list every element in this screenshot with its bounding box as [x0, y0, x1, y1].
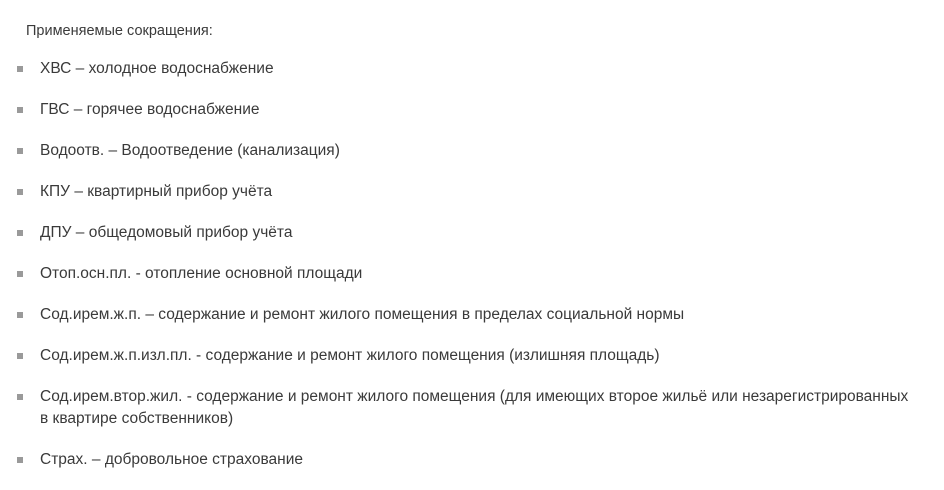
list-item — [0, 181, 944, 203]
list-item — [0, 449, 944, 471]
list-item — [0, 140, 944, 162]
square-bullet-icon — [17, 66, 23, 72]
list-item-label: ГВС – горячее водоснабжение — [40, 101, 260, 118]
list-item-label: Отоп.осн.пл. - отопление основной площади — [40, 265, 363, 282]
list-item — [0, 222, 944, 244]
square-bullet-icon — [17, 394, 23, 400]
square-bullet-icon — [17, 189, 23, 195]
list-item — [0, 58, 944, 80]
list-item-label: Страх. – добровольное страхование — [40, 451, 303, 468]
abbreviation-list — [0, 58, 944, 490]
list-item — [0, 345, 944, 367]
square-bullet-icon — [17, 353, 23, 359]
square-bullet-icon — [17, 230, 23, 236]
square-bullet-icon — [17, 312, 23, 318]
list-item — [0, 304, 944, 326]
list-item-label: Сод.ирем.ж.п. – содержание и ремонт жилого помещения в пределах социальной нормы — [40, 306, 685, 323]
square-bullet-icon — [17, 457, 23, 463]
list-item — [0, 263, 944, 285]
list-item-label: ХВС – холодное водоснабжение — [40, 60, 274, 77]
list-item-label: Сод.ирем.втор.жил. - содержание и ремонт жилого помещения (для имеющих второе жильё или незарегистрированных в квартире собственников) — [40, 388, 909, 427]
square-bullet-icon — [17, 148, 23, 154]
list-item — [0, 386, 940, 430]
list-item — [0, 99, 944, 121]
list-item-label: ДПУ – общедомовый прибор учёта — [40, 224, 293, 241]
list-item-label: Водоотв. – Водоотведение (канализация) — [40, 142, 340, 159]
list-item-label: Сод.ирем.ж.п.изл.пл. - содержание и ремонт жилого помещения (излишняя площадь) — [40, 347, 660, 364]
square-bullet-icon — [17, 271, 23, 277]
square-bullet-icon — [17, 107, 23, 113]
list-item-label: КПУ – квартирный прибор учёта — [40, 183, 273, 200]
intro-text: Применяемые сокращения: — [26, 23, 213, 39]
